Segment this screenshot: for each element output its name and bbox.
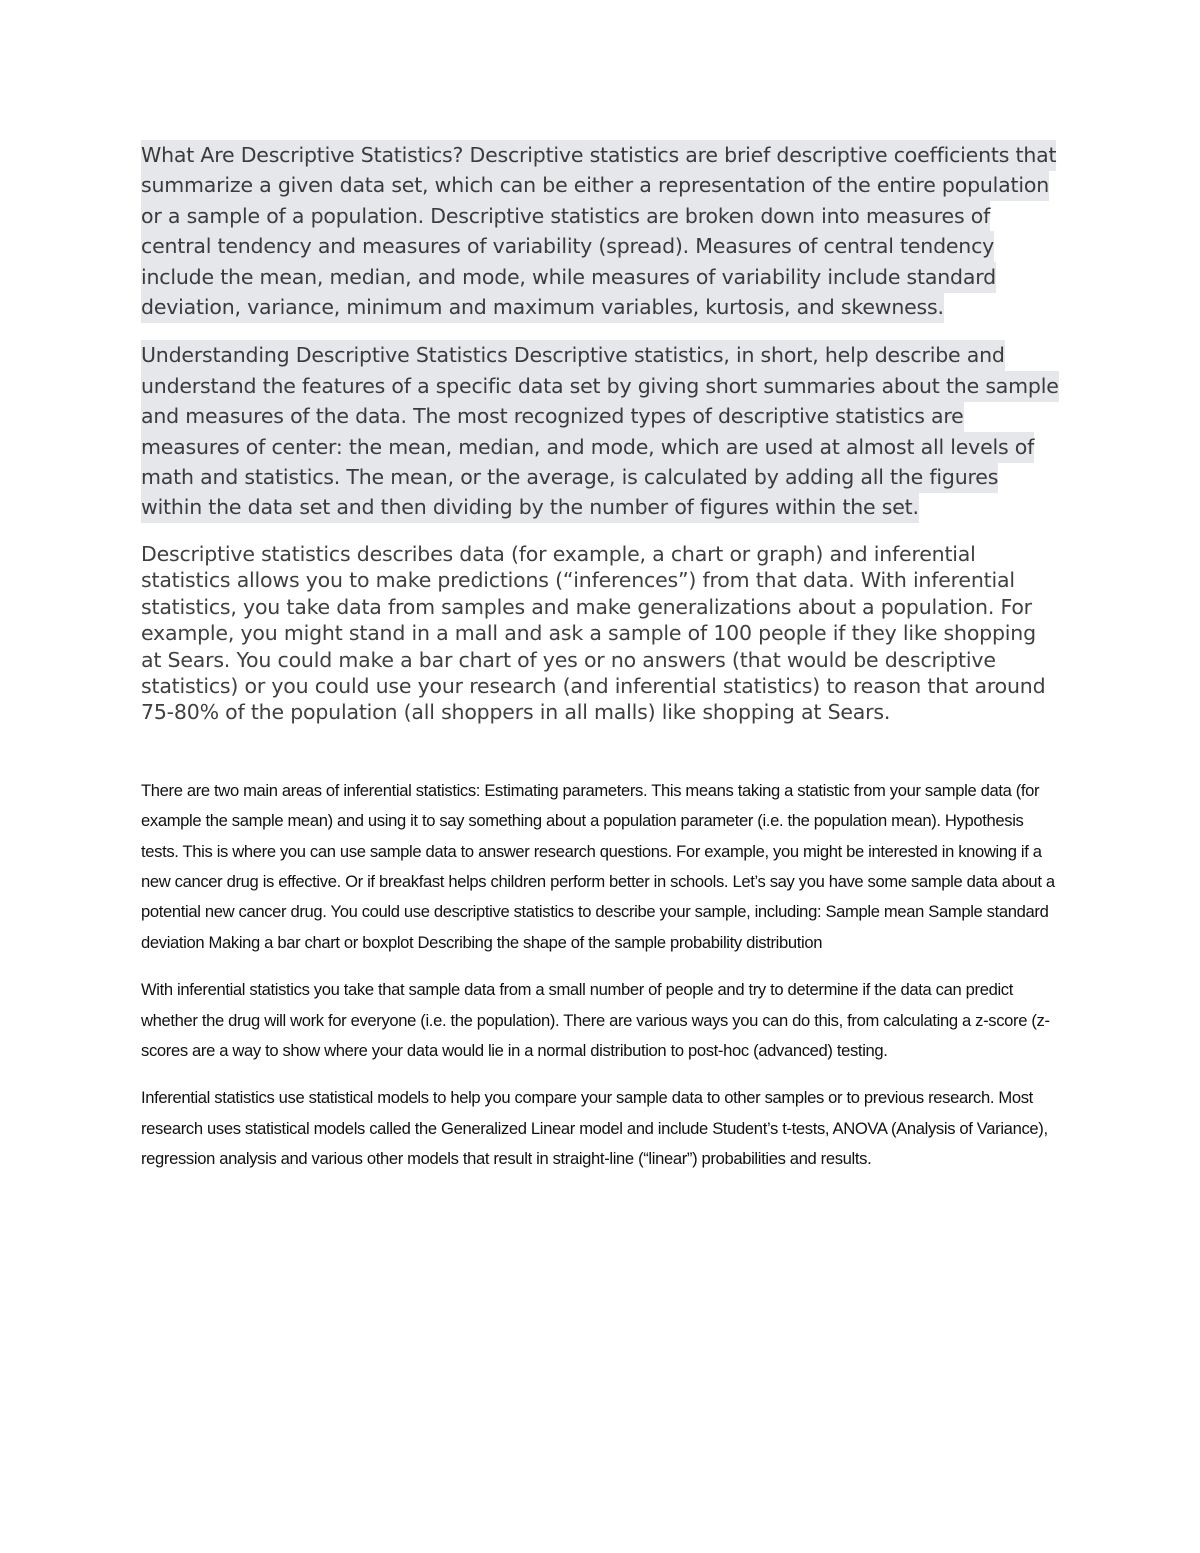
document-body: [141, 140, 1059, 1175]
highlighted-text: What Are Descriptive Statistics? Descriptive statistics are brief descriptive coefficients that summarize a given data set, which can be either a representation of the entire population or a sample of a population. Descriptive statistics are broken down into measures of central tendency and measures of variability (spread). Measures of central tendency include the mean, median, and mode, while measures of variability include standard deviation, variance, minimum and maximum variables, kurtosis, and skewness.: [141, 140, 1056, 323]
paragraph-two-main-areas: There are two main areas of inferential statistics: Estimating parameters. This means taking a statistic from your sample data (for example the sample mean) and using it to say something about a population parameter (i.e. the population mean). Hypothesis tests. This is where you can use sample data to answer research questions. For example, you might be interested in knowing if a new cancer drug is effective. Or if breakfast helps children perform better in schools. Let’s say you have some sample data about a potential new cancer drug. You could use descriptive statistics to describe your sample, including: Sample mean Sample standard deviation Making a bar chart or boxplot Describing the shape of the sample probability distribution: [141, 780, 1055, 952]
paragraph-understanding-descriptive-statistics: [141, 340, 1059, 522]
paragraph-descriptive-vs-inferential: Descriptive statistics describes data (for example, a chart or graph) and inferential statistics allows you to make predictions (“inferences”) from that data. With inferential statistics, you take data from samples and make generalizations about a population. For example, you might stand in a mall and ask a sample of 100 people if they like shopping at Sears. You could make a bar chart of yes or no answers (that would be descriptive statistics) or you could use your research (and inferential statistics) to reason that around 75-80% of the population (all shoppers in all malls) like shopping at Sears.: [141, 541, 1046, 725]
paragraph-what-are-descriptive-statistics: [141, 140, 1059, 322]
highlighted-text: Understanding Descriptive Statistics Descriptive statistics, in short, help describe and understand the features of a specific data set by giving short summaries about the sample and measures of the data. The most recognized types of descriptive statistics are measures of center: the mean, median, and mode, which are used at almost all levels of math and statistics. The mean, or the average, is calculated by adding all the figures within the data set and then dividing by the number of figures within the set.: [141, 340, 1059, 523]
paragraph-statistical-models: Inferential statistics use statistical models to help you compare your sample data to other samples or to previous research. Most research uses statistical models called the Generalized Linear model and include Student’s t-tests, ANOVA (Analysis of Variance), regression analysis and various other models that result in straight-line (“linear”) probabilities and results.: [141, 1088, 1048, 1169]
paragraph-with-inferential-statistics: With inferential statistics you take that sample data from a small number of people and try to determine if the data can predict whether the drug will work for everyone (i.e. the population). There are various ways you can do this, from calculating a z-score (z-scores are a way to show where your data would lie in a normal distribution to post-hoc (advanced) testing.: [141, 980, 1050, 1060]
